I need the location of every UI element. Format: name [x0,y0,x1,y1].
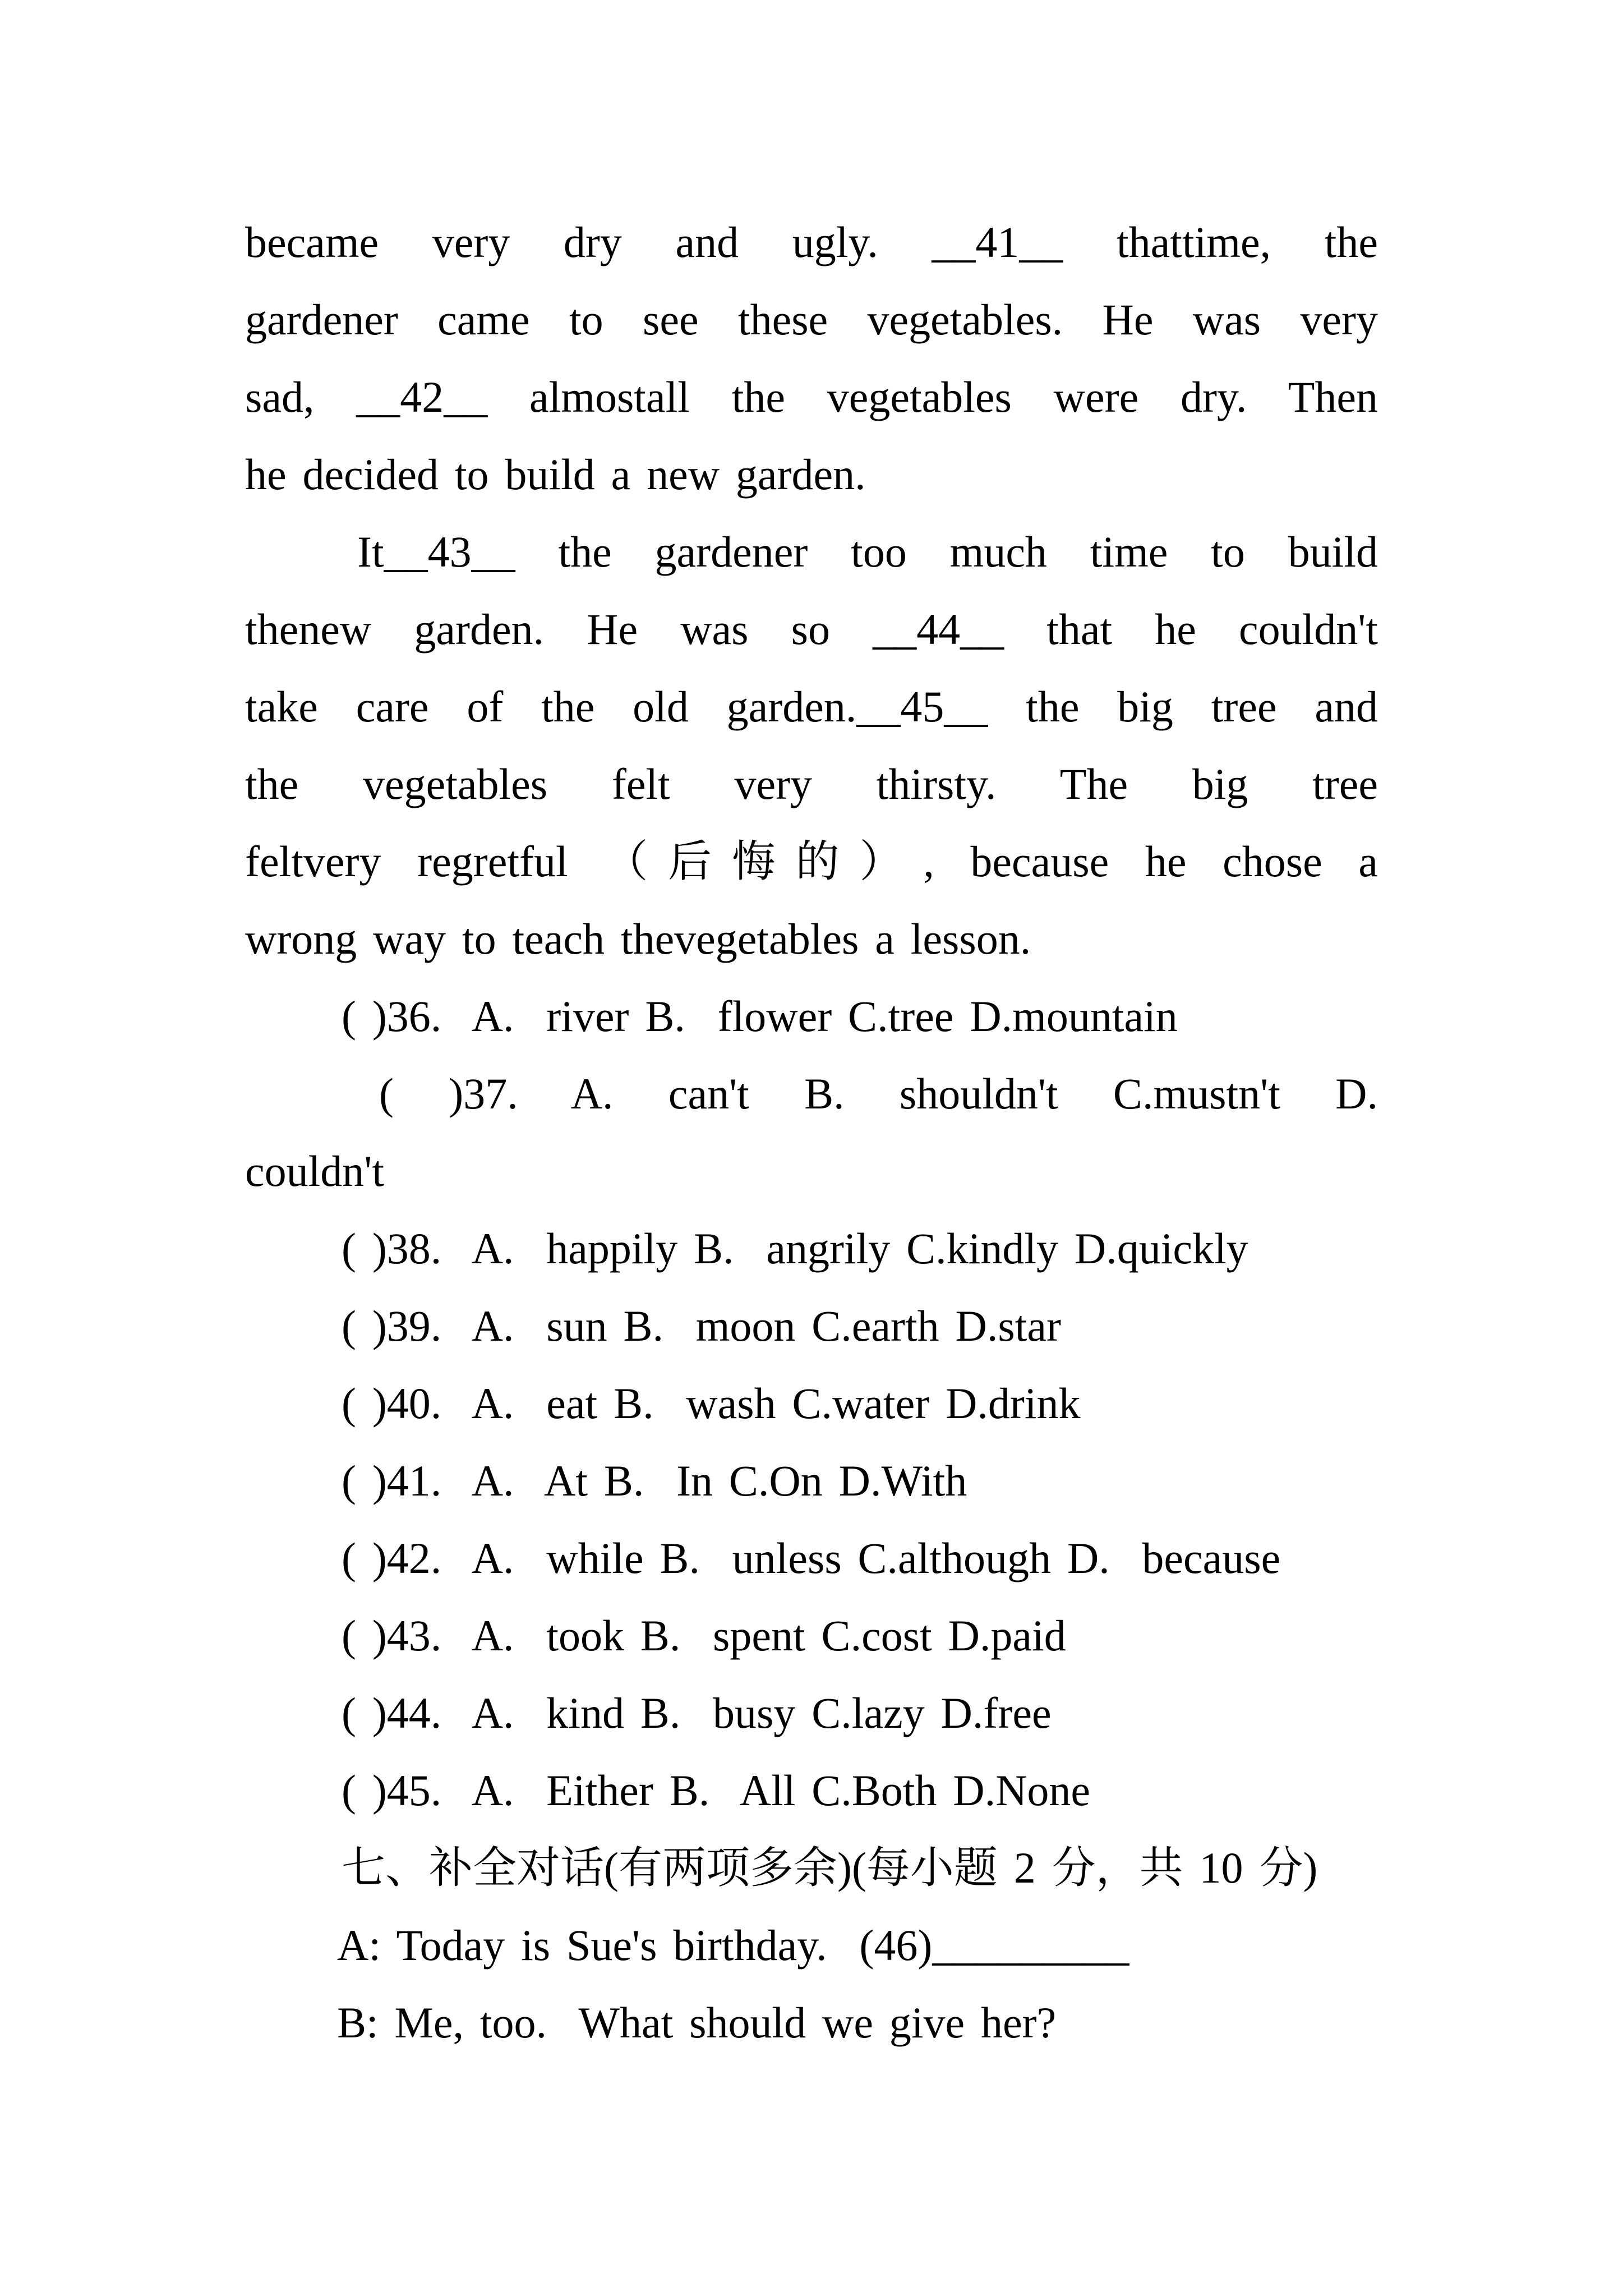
cloze-para-1-line-3: sad, __42__ almostall the vegetables were dry. Then [245,372,1378,421]
question-42: ( )42. A. while B. unless C.although D. because [342,1534,1281,1582]
dialog-line-a: A: Today is Sue's birthday. (46)_________ [337,1921,1129,1970]
cloze-para-2-line-2: thenew garden. He was so __44__ that he couldn't [245,605,1378,654]
question-37-line-1: ( )37. A. can't B. shouldn't C.mustn't D. [379,1069,1378,1118]
question-41: ( )41. A. At B. In C.On D.With [342,1456,967,1505]
question-39: ( )39. A. sun B. moon C.earth D.star [342,1301,1061,1350]
cloze-para-1-line-1: became very dry and ugly. __41__ thattime, the [245,218,1378,266]
cloze-para-1-line-4: he decided to build a new garden. [245,450,866,499]
cloze-para-1-line-2: gardener came to see these vegetables. He was very [245,295,1378,344]
question-43: ( )43. A. took B. spent C.cost D.paid [342,1611,1066,1660]
question-44: ( )44. A. kind B. busy C.lazy D.free [342,1688,1052,1737]
question-45: ( )45. A. Either B. All C.Both D.None [342,1766,1091,1815]
question-37-line-2: couldn't [245,1147,385,1195]
question-40: ( )40. A. eat B. wash C.water D.drink [342,1379,1081,1428]
text-block [245,204,1378,2062]
cloze-para-2-line-5: feltvery regretful （后悔的）, because he chose a [245,837,1378,886]
section-7-header: 七、补全对话(有两项多余)(每小题 2 分，共 10 分) [342,1843,1318,1892]
question-36: ( )36. A. river B. flower C.tree D.mountain [342,992,1178,1041]
cloze-para-2-line-3: take care of the old garden.__45__ the big tree and [245,682,1378,731]
question-38: ( )38. A. happily B. angrily C.kindly D.quickly [342,1224,1248,1273]
cloze-para-2-line-6: wrong way to teach thevegetables a lesson. [245,914,1031,963]
cloze-para-2-line-1: It__43__ the gardener too much time to build [357,527,1378,576]
dialog-line-b: B: Me, too. What should we give her? [337,1998,1057,2047]
cloze-para-2-line-4: the vegetables felt very thirsty. The big tree [245,760,1378,808]
